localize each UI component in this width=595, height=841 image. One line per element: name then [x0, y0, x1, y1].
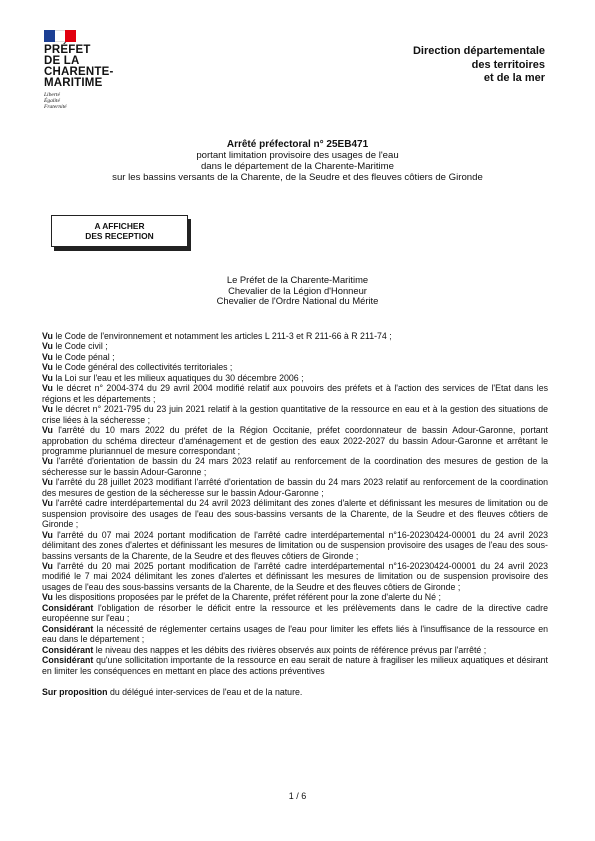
prefect-line: Chevalier de l'Ordre National du Mérite — [216, 295, 379, 307]
recital-text: l'obligation de résorber le déficit entre la ressource et les prélèvements dans le cadre de la directive cadre européenne sur l'eau ; — [42, 602, 548, 624]
recital-lead: Considérant — [42, 602, 94, 613]
recital — [42, 383, 548, 404]
recital-text: qu'une sollicitation importante de la ressource en eau serait de nature à fragiliser les milieux aquatiques et désirant en limiter les conséquences en mettant en place des actions préventives — [42, 655, 548, 676]
decree-basins: sur les bassins versants de la Charente, de la Seudre et des fleuves côtiers de Gironde — [112, 172, 483, 183]
recital — [42, 592, 548, 602]
department-line: des territoires — [471, 58, 545, 71]
logo-line: CHARENTE- — [44, 66, 114, 78]
recital — [42, 498, 548, 529]
recital-lead: Vu — [42, 498, 53, 509]
recital-lead: Vu — [42, 362, 53, 373]
recital-lead: Vu — [42, 341, 53, 352]
recital-text: le Code civil ; — [55, 341, 108, 352]
recital — [42, 456, 548, 477]
prefect-line: Le Préfet de la Charente-Maritime — [226, 274, 369, 285]
issuing-department — [413, 45, 545, 86]
page-number: 1 / 6 — [288, 791, 307, 801]
recital-lead: Vu — [42, 529, 53, 540]
logo-text — [44, 45, 144, 89]
recital — [42, 477, 548, 498]
recital-lead: Vu — [42, 383, 53, 394]
recital-text: le Code pénal ; — [55, 351, 115, 362]
proposal-lead: Sur proposition — [42, 686, 108, 697]
recital-lead: Considérant — [42, 655, 94, 666]
prefect-titles — [0, 275, 595, 307]
recital-lead: Vu — [42, 456, 53, 467]
posting-stamp — [51, 215, 188, 247]
decree-scope: dans le département de la Charente-Maritime — [200, 161, 395, 172]
republic-motto — [44, 92, 144, 110]
department-line: et de la mer — [483, 72, 545, 84]
recital-text: le décret n° 2021-795 du 23 juin 2021 relatif à la gestion quantitative de la ressource en eau et à la gestion des situations de crise liées à la sécheresse ; — [42, 404, 548, 425]
decree-subject: portant limitation provisoire des usages de l'eau — [196, 150, 399, 161]
recital — [42, 362, 548, 372]
recital-lead: Vu — [42, 425, 53, 436]
recital-text: l'arrêté du 28 juillet 2023 modifiant l'arrêté d'orientation de bassin du 24 mars 2023 relatif au renforcement de la coordination des mesures de gestion de la sécheresse sur le bassin Adour-Garonne ; — [42, 477, 548, 498]
recital-text: la nécessité de réglementer certains usages de l'eau pour limiter les effets liés à l'insuffisance de la ressource en eau dans le département ; — [42, 623, 548, 645]
recital-lead: Vu — [42, 351, 53, 362]
recital-lead: Vu — [42, 404, 53, 415]
recital-lead: Vu — [42, 477, 53, 488]
recital-lead: Vu — [42, 331, 53, 341]
recital-text: l'arrêté du 20 mai 2025 portant modification de l'arrêté cadre interdépartemental n°16-20230424-00001 du 24 avril 2023 modifié le 7 mai 2024 délimitant les zones d'alertes et définissant les mesures de limitation ou de suspension provisoire des usages de l'eau des sous-bassins versants de la Charente, de la Seudre et des fleuves côtiers de Gironde ; — [42, 560, 548, 592]
recital-lead: Vu — [42, 592, 53, 603]
motto-line: Liberté — [44, 92, 60, 98]
recital — [42, 530, 548, 561]
stamp-line: A AFFICHER — [94, 221, 145, 231]
recital — [42, 425, 548, 456]
recital-text: le niveau des nappes et les débits des rivières observés aux points de référence prévus par l'arrêté ; — [95, 644, 487, 655]
recital-text: l'arrêté du 07 mai 2024 portant modification de l'arrêté cadre interdépartemental n°16-20230424-00001 du 24 avril 2023 délimitant des zones d'alertes et définissant les mesures de limitation ou de suspension provisoire des usages de l'eau des sous-bassins versants de la Charente, de la Seudre et des fleuves côtiers de Gironde ; — [42, 529, 548, 561]
recital-text: le Code général des collectivités territoriales ; — [55, 362, 233, 373]
logo-line: PRÉFET — [44, 44, 91, 56]
recital — [42, 561, 548, 592]
legal-recitals — [42, 331, 548, 697]
recital-lead: Vu — [42, 560, 53, 571]
recital-text: le décret n° 2004-374 du 29 avril 2004 modifié relatif aux pouvoirs des préfets et à l'action des services de l'Etat dans les régions et les départements ; — [42, 383, 548, 404]
recital-text: l'arrêté du 10 mars 2022 du préfet de la Région Occitanie, préfet coordonnateur de bassin Adour-Garonne, portant approbation du schéma directeur d'aménagement et de gestion des eaux 2022-2027 du bassin Adour-Garonne et arrêtant le programme pluriannuel de mesure correspondant ; — [42, 425, 548, 456]
recital — [42, 404, 548, 425]
proposal — [42, 687, 548, 697]
recital — [42, 341, 548, 351]
stamp-line: DES RECEPTION — [85, 231, 154, 241]
recital — [42, 624, 548, 645]
prefecture-logo — [44, 30, 144, 110]
recital-lead: Considérant — [42, 644, 94, 655]
recital-text: la Loi sur l'eau et les milieux aquatiques du 30 décembre 2006 ; — [55, 372, 304, 383]
motto-line: Égalité — [44, 98, 60, 104]
motto-line: Fraternité — [44, 104, 67, 110]
logo-line: MARITIME — [44, 77, 103, 89]
recital-text: l'arrêté d'orientation de bassin du 24 mars 2023 relatif au renforcement de la coordination des mesures de gestion de la sécheresse sur le bassin Adour-Garonne ; — [42, 456, 548, 477]
recital-text: les dispositions proposées par le préfet de la Charente, préfet référent pour la zone d'alerte du Né ; — [55, 592, 441, 603]
recital — [42, 603, 548, 624]
decree-number: Arrêté préfectoral n° 25EB471 — [226, 139, 369, 150]
recital-lead: Considérant — [42, 623, 94, 634]
proposal-text: du délégué inter-services de l'eau et de la nature. — [109, 686, 303, 697]
recital — [42, 373, 548, 383]
prefect-line: Chevalier de la Légion d'Honneur — [228, 284, 367, 296]
recital — [42, 352, 548, 362]
department-line: Direction départementale — [412, 45, 545, 57]
recital-text: l'arrêté cadre interdépartemental du 24 avril 2023 délimitant des zones d'alerte et définissant les mesures de limitation ou de suspension provisoire des usages de l'eau des sous-bassins versants de la Charente, de la Seudre et des fleuves côtiers de Gironde ; — [42, 498, 548, 530]
recital — [42, 645, 548, 655]
logo-line: DE LA — [44, 55, 80, 67]
spacer — [42, 676, 548, 687]
recital-text: le Code de l'environnement et notamment les articles L 211-3 et R 211-66 à R 211-74 ; — [55, 331, 392, 341]
recital-lead: Vu — [42, 372, 53, 383]
recital — [42, 655, 548, 676]
decree-title — [0, 139, 595, 183]
french-flag-icon — [44, 30, 76, 42]
recital — [42, 331, 548, 341]
